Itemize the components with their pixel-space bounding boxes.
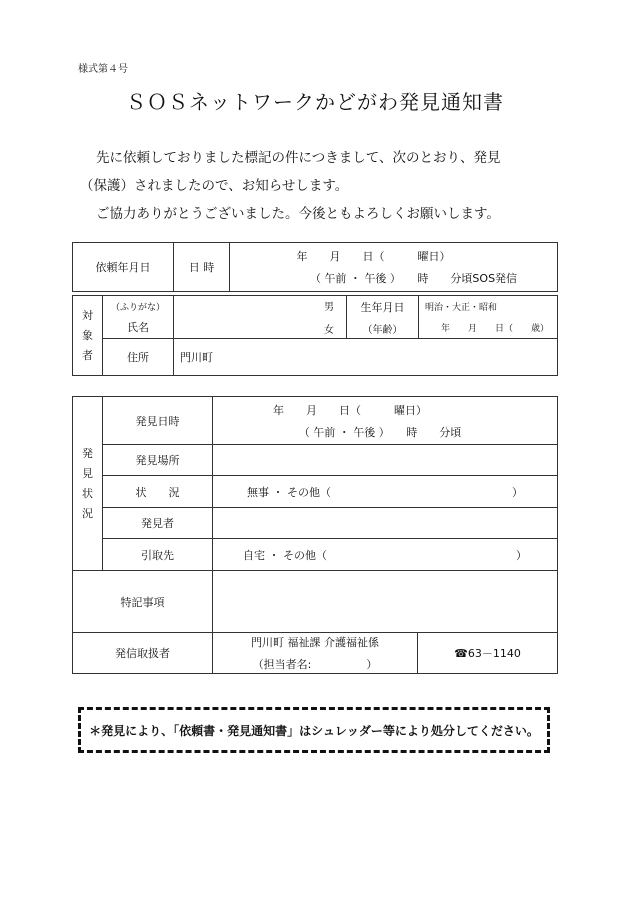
- subject-group-label: 対 象 者: [73, 296, 103, 376]
- request-date-label: 依頼年月日: [73, 243, 174, 292]
- discovery-datetime-field[interactable]: [213, 397, 558, 445]
- sender-phone: ☎63－1140: [418, 633, 558, 674]
- request-table: [72, 242, 558, 292]
- intro-line-3: ご協力ありがとうございました。今後ともよろしくお願いします。: [96, 206, 500, 222]
- name-field[interactable]: [174, 296, 347, 339]
- intro-line-1: 先に依頼しておりました標記の件につきまして、次のとおり、発見: [96, 150, 501, 166]
- address-field[interactable]: 門川町: [174, 339, 558, 376]
- status-close: ）: [512, 485, 523, 499]
- status-field[interactable]: [213, 476, 558, 508]
- request-time-line: （ 午前 ・ 午後 ） 時 分頃SOS発信: [309, 272, 518, 285]
- discovery-group-label: 発 見 状 況: [73, 397, 103, 571]
- disposal-notice-text: ＊発見により、「依頼書・発見通知書」はシュレッダー等により処分してください。: [89, 723, 539, 738]
- sex-male[interactable]: 男: [324, 302, 334, 313]
- birth-field[interactable]: [419, 296, 558, 339]
- discovery-date-line: 年 月 日（ 曜日）: [273, 403, 427, 417]
- name-label: 氏名: [127, 320, 149, 334]
- sender-person: （担当者名: ）: [252, 658, 378, 671]
- status-value: 無事 ・ その他（: [247, 485, 331, 499]
- disposal-notice: [78, 707, 550, 753]
- name-label-cell: [103, 296, 174, 339]
- sender-office: 門川町 福祉課 介護福祉係: [251, 636, 379, 649]
- discovery-table: [72, 396, 558, 674]
- notes-field[interactable]: [213, 571, 558, 633]
- status-label: 状 況: [103, 476, 213, 508]
- finder-field[interactable]: [213, 508, 558, 539]
- request-time-label: 日 時: [174, 243, 230, 292]
- sender-label: 発信取扱者: [73, 633, 213, 674]
- notes-label: 特記事項: [73, 571, 213, 633]
- finder-label: 発見者: [103, 508, 213, 539]
- sender-field: [213, 633, 418, 674]
- form-number: 様式第４号: [78, 64, 128, 75]
- age-label: （年齢）: [362, 324, 403, 336]
- handover-value: 自宅 ・ その他（: [243, 548, 327, 562]
- document-title: ＳＯＳネットワークかどがわ発見通知書: [126, 90, 504, 114]
- birth-value: 年 月 日（ 歳）: [440, 324, 549, 334]
- handover-field[interactable]: [213, 539, 558, 571]
- birth-label: 生年月日: [360, 300, 405, 314]
- request-datetime-field[interactable]: [230, 243, 558, 292]
- handover-label: 引取先: [103, 539, 213, 571]
- discovery-place-label: 発見場所: [103, 445, 213, 476]
- intro-line-2: （保護）されましたので、お知らせします。: [80, 178, 349, 194]
- discovery-datetime-label: 発見日時: [103, 397, 213, 445]
- handover-close: ）: [516, 548, 527, 562]
- sex-female[interactable]: 女: [324, 325, 334, 336]
- discovery-time-line: （ 午前 ・ 午後 ） 時 分頃: [298, 425, 462, 439]
- subject-table: [72, 295, 558, 376]
- discovery-place-field[interactable]: [213, 445, 558, 476]
- request-date-line: 年 月 日（ 曜日）: [296, 250, 451, 263]
- address-label: 住所: [103, 339, 174, 376]
- furigana-label: （ふりがな）: [110, 302, 165, 313]
- birth-label-cell: [347, 296, 419, 339]
- era-options[interactable]: 明治・大正・昭和: [425, 303, 498, 313]
